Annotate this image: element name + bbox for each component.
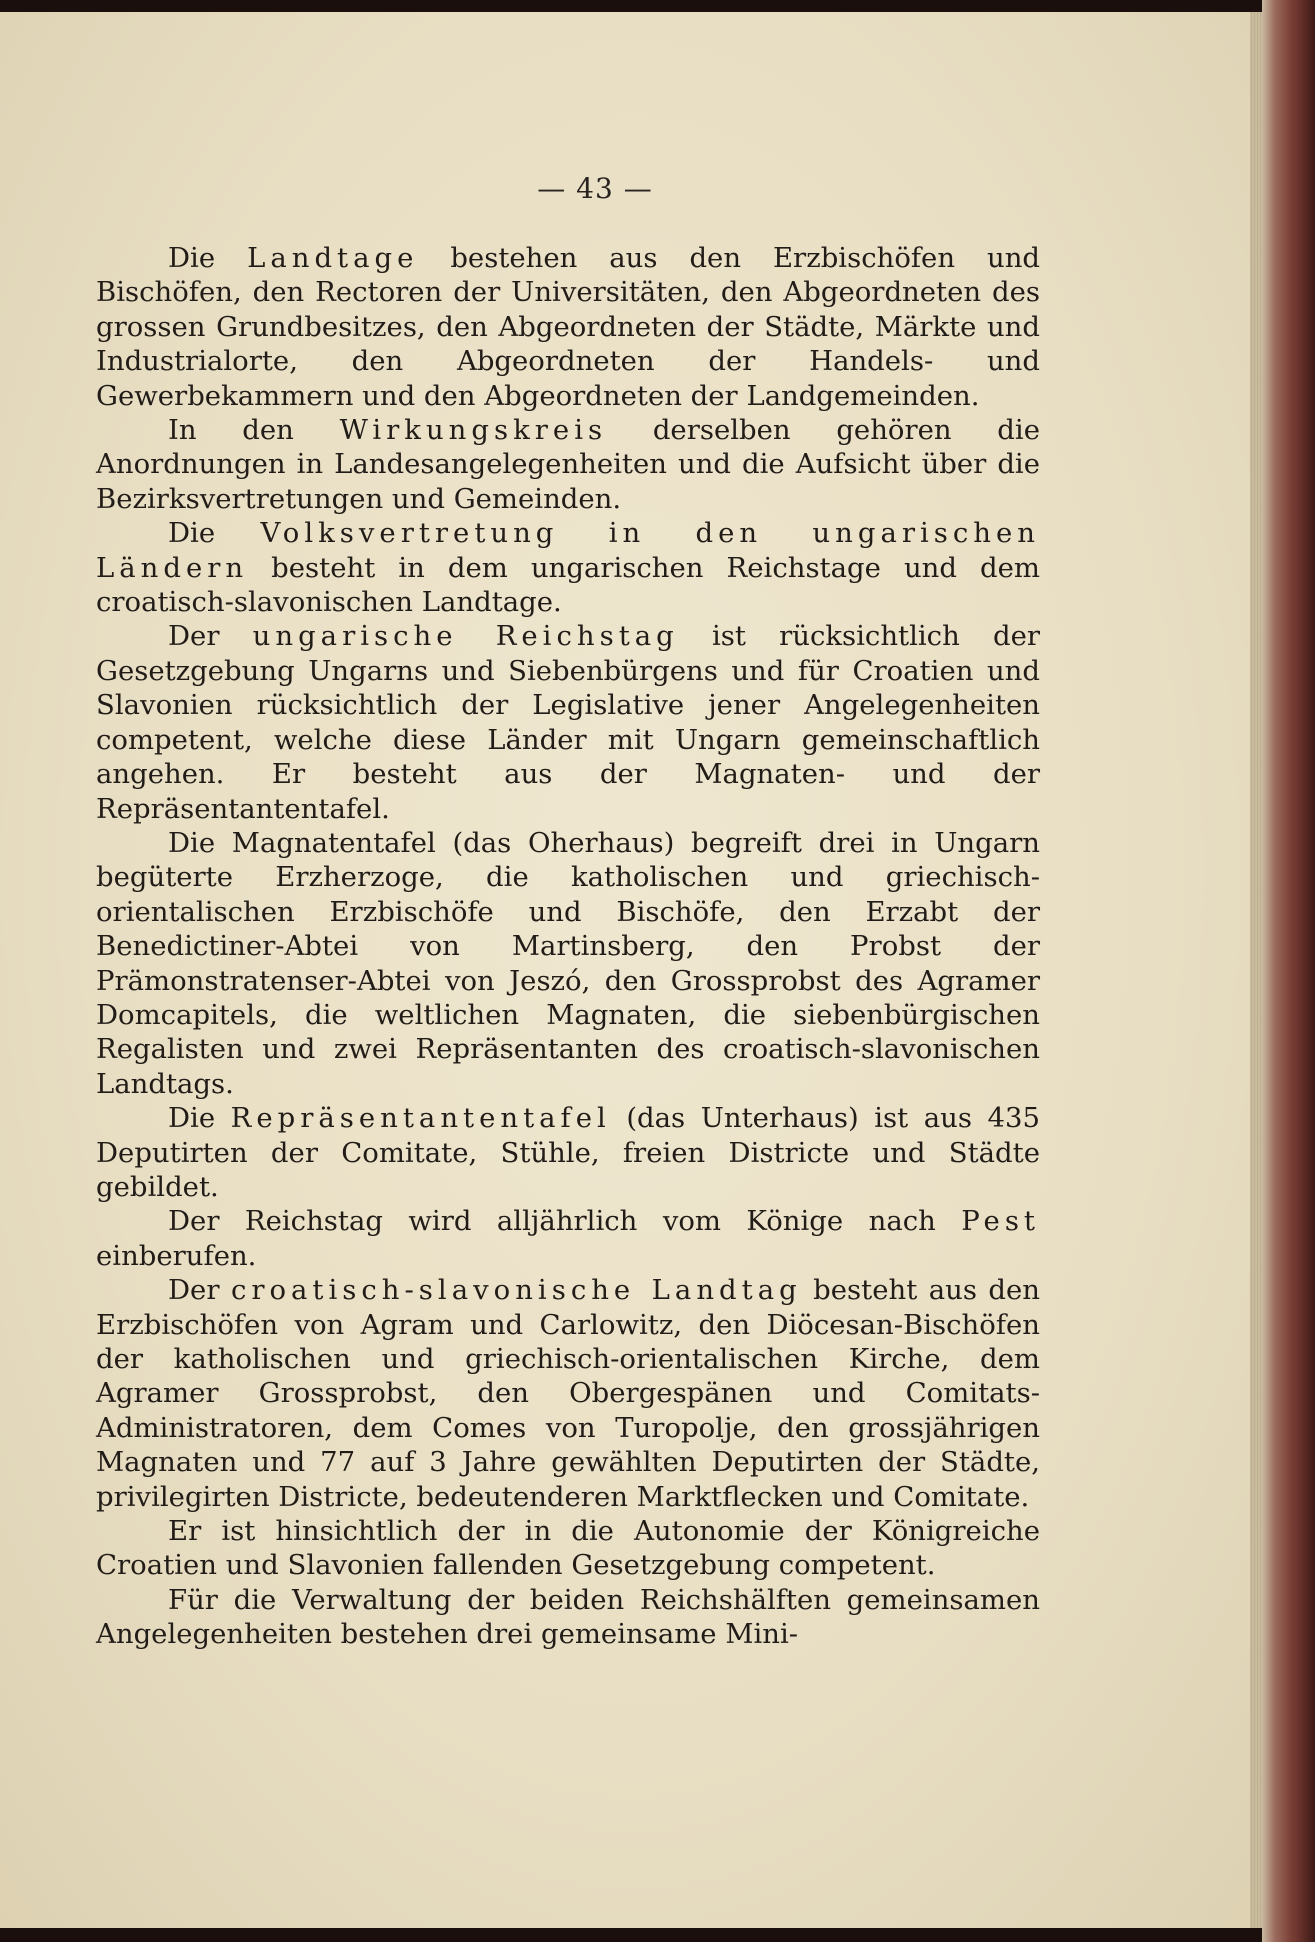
text-run: Die Magnatentafel (das Oherhaus) begreift drei in Ungarn begüterte Erzherzoge, die katholischen und griechisch-orientalischen Erzbischöfe und Bischöfe, den Erzabt der Benedictiner-Abtei von Martinsberg, den Probst der Prämonstratenser-Abtei von Jeszó, den Grossprobst des Agramer Domcapitels, die weltlichen Magnaten, die siebenbürgischen Regalisten und zwei Repräsentanten des croatisch-slavonischen Landtags.: [96, 826, 1040, 1100]
text-run: Er ist hinsichtlich der in die Autonomie der Königreiche Croatien und Slavonien fallenden Gesetzgebung competent.: [96, 1515, 1040, 1582]
text-run: besteht in dem ungarischen Reichstage und dem croatisch-slavonischen Landtage.: [96, 551, 1040, 619]
text-run: Der: [168, 620, 253, 653]
text-run: In den: [168, 414, 340, 447]
text-run: Die: [168, 1102, 231, 1135]
emphasized-text: Volksvertretung in den ungarischen Ländern: [96, 517, 1040, 584]
paragraph: [96, 1514, 1040, 1583]
emphasized-text: Repräsentantentafel: [230, 1102, 611, 1135]
text-run: einberufen.: [96, 1239, 257, 1272]
text-run: Der: [168, 1274, 231, 1307]
paragraph: [96, 1583, 1040, 1652]
paragraph: [96, 1273, 1040, 1514]
emphasized-text: Pest: [961, 1205, 1040, 1238]
text-run: Die: [168, 242, 248, 274]
paragraph: [96, 413, 1040, 516]
text-run: bestehen aus den Erzbischöfen und Bischöfen, den Rectoren der Universitäten, den Abgeordneten des grossen Grundbesitzes, den Abgeordneten der Städte, Märkte und Industrialorte, den Abgeordneten der Handels- und Gewerbekammern und den Abgeordneten der Landgemeinden.: [96, 242, 1041, 412]
text-run: Der Reichstag wird alljährlich vom Könige nach: [168, 1205, 962, 1238]
page-number: — 43 —: [537, 172, 653, 205]
body-text: [96, 241, 1040, 1652]
book-page: [0, 12, 1262, 1928]
paragraph: [96, 1101, 1040, 1204]
emphasized-text: ungarische Reichstag: [252, 620, 679, 653]
emphasized-text: Wirkungskreis: [339, 414, 608, 447]
emphasized-text: Landtage: [247, 242, 419, 274]
text-run: (das Unterhaus) ist aus 435 Deputirten der Comitate, Stühle, freien Districte und Städte gebildet.: [96, 1102, 1040, 1203]
paragraph: [96, 826, 1040, 1101]
paragraph: [96, 516, 1040, 619]
text-run: Die: [168, 517, 261, 550]
text-run: Für die Verwaltung der beiden Reichshälften gemeinsamen Angelegenheiten bestehen drei gemeinsame Mini-: [96, 1583, 1040, 1651]
paragraph: [96, 241, 1040, 413]
paragraph: [96, 1204, 1040, 1273]
text-run: ist rücksichtlich der Gesetzgebung Ungarns und Siebenbürgens und für Croatien und Slavonien rücksichtlich der Legislative jener Angelegenheiten competent, welche diese Länder mit Ungarn gemeinschaftlich angehen. Er besteht aus der Magnaten- und der Repräsentantentafel.: [96, 620, 1041, 825]
text-run: derselben gehören die Anordnungen in Landesangelegenheiten und die Aufsicht über die Bezirksvertretungen und Gemeinden.: [96, 414, 1040, 515]
text-run: besteht aus den Erzbischöfen von Agram und Carlowitz, den Diöcesan-Bischöfen der katholischen und griechisch-orientalischen Kirche, dem Agramer Grossprobst, den Obergespänen und Comitats-Administratoren, dem Comes von Turopolje, den grossjährigen Magnaten und 77 auf 3 Jahre gewählten Deputirten der Städte, privilegirten Districte, bedeutenderen Marktflecken und Comitate.: [96, 1274, 1040, 1513]
book-cover-edge: [1262, 0, 1315, 1942]
emphasized-text: croatisch-slavonische Landtag: [230, 1274, 802, 1307]
paragraph: [96, 619, 1040, 825]
